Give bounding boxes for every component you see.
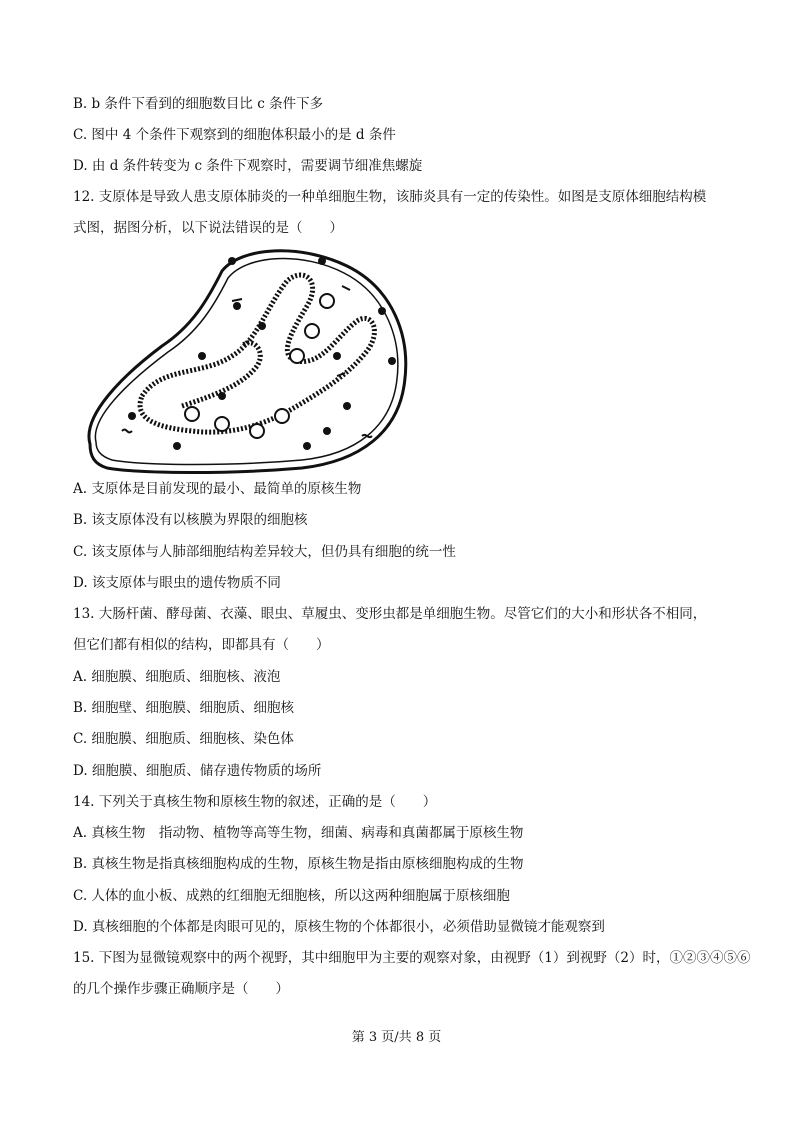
q11-option-b: B. b 条件下看到的细胞数目比 c 条件下多 xyxy=(73,96,324,112)
q13-option-c: C. 细胞膜、细胞质、细胞核、染色体 xyxy=(73,731,294,747)
q12-option-b: B. 该支原体没有以核膜为界限的细胞核 xyxy=(73,512,308,528)
q12-option-c: C. 该支原体与人肺部细胞结构差异较大，但仍具有细胞的统一性 xyxy=(73,544,456,560)
q15-stem-line2: 的几个操作步骤正确顺序是（ ） xyxy=(73,981,289,997)
q13-option-d: D. 细胞膜、细胞质、储存遗传物质的场所 xyxy=(73,763,322,779)
q14-option-c: C. 人体的血小板、成熟的红细胞无细胞核，所以这两种细胞属于原核细胞 xyxy=(73,888,510,904)
ribosomes xyxy=(128,257,396,450)
q13-stem-line2: 但它们都有相似的结构，即都具有（ ） xyxy=(73,637,330,653)
q12-option-a: A. 支原体是目前发现的最小、最简单的原核生物 xyxy=(73,481,362,497)
q12-stem-line1: 12. 支原体是导致人患支原体肺炎的一种单细胞生物，该肺炎具有一定的传染性。如图是支原体细胞结构模 xyxy=(73,189,707,205)
q12-option-d: D. 该支原体与眼虫的遗传物质不同 xyxy=(73,575,281,591)
q14-stem: 14. 下列关于真核生物和原核生物的叙述，正确的是（ ） xyxy=(73,794,437,810)
q14-option-d: D. 真核细胞的个体都是肉眼可见的，原核生物的个体都很小，必须借助显微镜才能观察到 xyxy=(73,919,605,935)
mycoplasma-cell-diagram xyxy=(82,246,412,474)
q11-option-c: C. 图中 4 个条件下观察到的细胞体积最小的是 d 条件 xyxy=(73,127,396,143)
q13-stem-line1: 13. 大肠杆菌、酵母菌、衣藻、眼虫、草履虫、变形虫都是单细胞生物。尽管它们的大小和形状各不相同， xyxy=(73,606,707,622)
q15-stem-line1: 15. 下图为显微镜观察中的两个视野，其中细胞甲为主要的观察对象，由视野（1）到视野（2）时，①②③④⑤⑥ xyxy=(73,950,751,966)
q14-option-b: B. 真核生物是指真核细胞构成的生物，原核生物是指由原核细胞构成的生物 xyxy=(73,856,524,872)
q13-option-a: A. 细胞膜、细胞质、细胞核、液泡 xyxy=(73,669,281,685)
q12-stem-line2: 式图，据图分析，以下说法错误的是（ ） xyxy=(73,220,343,236)
q11-option-d: D. 由 d 条件转变为 c 条件下观察时，需要调节细准焦螺旋 xyxy=(73,158,423,174)
q13-option-b: B. 细胞壁、细胞膜、细胞质、细胞核 xyxy=(73,700,295,716)
small-strands xyxy=(122,286,372,437)
page-footer: 第 3 页/共 8 页 xyxy=(351,1030,442,1045)
q14-option-a: A. 真核生物 指动物、植物等高等生物，细菌、病毒和真菌都属于原核生物 xyxy=(73,825,524,841)
